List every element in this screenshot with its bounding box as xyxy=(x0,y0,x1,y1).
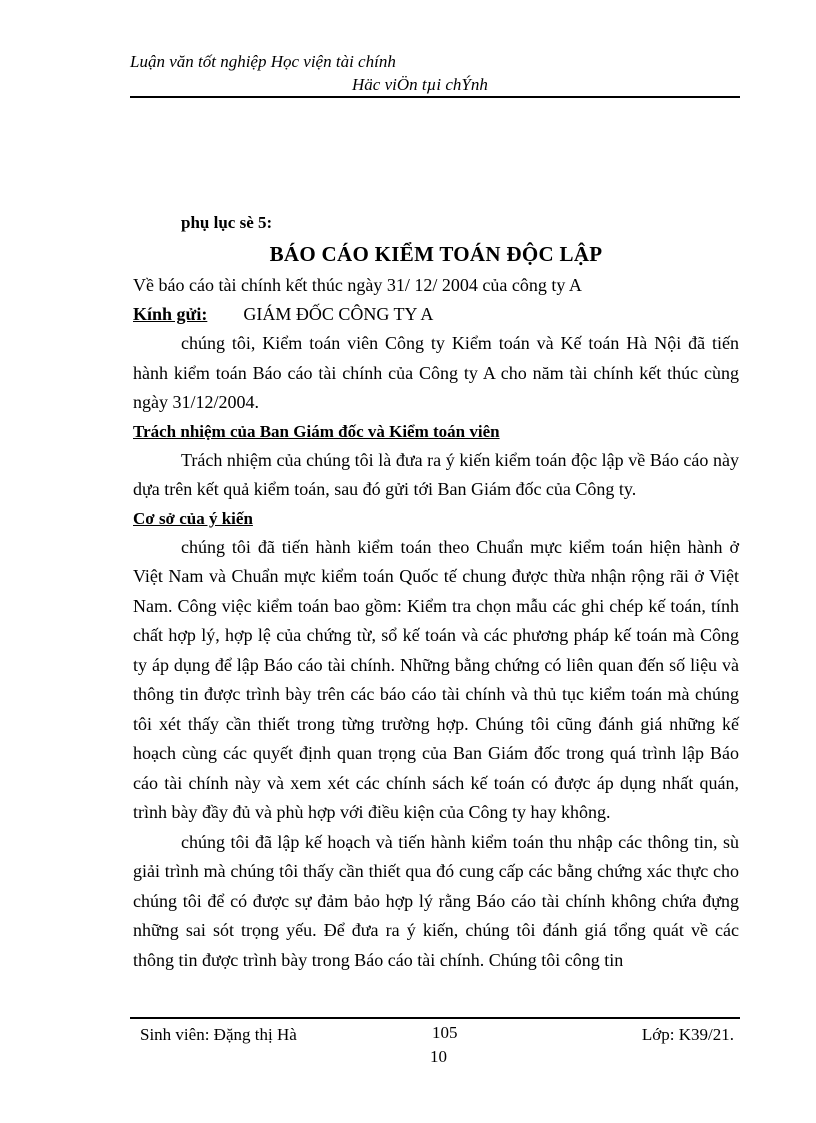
footer-class: Lớp: K39/21. xyxy=(641,1025,734,1044)
basis-paragraph-2: chúng tôi đã lập kế hoạch và tiến hành kiểm toán thu nhập các thông tin, sù giải trình mà chúng tôi thấy cần thiết qua đó cung cấp các bằng chứng xác thực cho chúng tôi để có được sự đảm bảo hợp lý rằng Báo cáo tài chính không chứa đựng những sai sót trọng yếu. Để đưa ra ý kiến, chúng tôi đánh giá tổng quát về các thông tin được trình bày trong Báo cáo tài chính. Chúng tôi công tin xyxy=(133,831,739,970)
intro-paragraph: chúng tôi, Kiểm toán viên Công ty Kiểm toán và Kế toán Hà Nội đã tiến hành kiểm toán Báo cáo tài chính của Công ty A cho năm tài chính kết thúc cùng ngày 31/12/2004. xyxy=(133,333,739,412)
responsibility-paragraph: Trách nhiệm của chúng tôi là đưa ra ý kiến kiểm toán độc lập về Báo cáo này dựa trên kết quả kiểm toán, sau đó gửi tới Ban Giám đốc của Công ty. xyxy=(133,449,739,499)
footer-rule xyxy=(130,1017,740,1019)
recipient-name: GIÁM ĐỐC CÔNG TY A xyxy=(243,304,434,324)
footer-sub-page: 10 xyxy=(430,1047,447,1066)
recipient-label: Kính gửi: xyxy=(133,304,208,324)
report-subject: Về báo cáo tài chính kết thúc ngày 31/ 12/ 2004 của công ty A xyxy=(133,275,582,295)
header-line-1: Luận văn tốt nghiệp Học viện tài chính xyxy=(130,52,396,71)
footer-page-number: 105 xyxy=(432,1023,458,1042)
basis-paragraph-1: chúng tôi đã tiến hành kiểm toán theo Chuẩn mực kiểm toán hiện hành ở Việt Nam và Chuẩn mực kiểm toán Quốc tế chung được thừa nhận rộng rãi ở Việt Nam. Công việc kiểm toán bao gồm: Kiểm tra chọn mẫu các ghi chép kế toán, tính chất hợp lý, hợp lệ của chứng từ, sổ kế toán và các phương pháp kế toán mà Công ty áp dụng để lập Báo cáo tài chính. Những bằng chứng có liên quan đến số liệu và thông tin được trình bày trên các báo cáo tài chính và thủ tục kiểm toán mà chúng tôi xét thấy cần thiết trong từng trường hợp. Chúng tôi cũng đánh giá những kế hoạch cùng các quyết định quan trọng của Ban Giám đốc trong quá trình lập Báo cáo tài chính này và xem xét các chính sách kế toán có được áp dụng nhất quán, trình bày đầy đủ và phù hợp với điều kiện của Công ty hay không. xyxy=(133,536,739,822)
recipient-line xyxy=(133,300,739,329)
header-line-2: Häc viÖn tµi chÝnh xyxy=(352,75,488,94)
report-title: BÁO CÁO KIỂM TOÁN ĐỘC LẬP xyxy=(269,242,603,266)
page-header xyxy=(130,50,740,96)
header-rule xyxy=(130,96,740,98)
appendix-label: phụ lục sè 5: xyxy=(181,213,273,232)
document-body xyxy=(133,211,739,975)
footer-student: Sinh viên: Đặng thị Hà xyxy=(140,1025,297,1044)
section-heading-responsibility: Trách nhiệm của Ban Giám đốc và Kiểm toán viên xyxy=(133,421,500,441)
section-heading-basis: Cơ sở của ý kiến xyxy=(133,508,253,528)
